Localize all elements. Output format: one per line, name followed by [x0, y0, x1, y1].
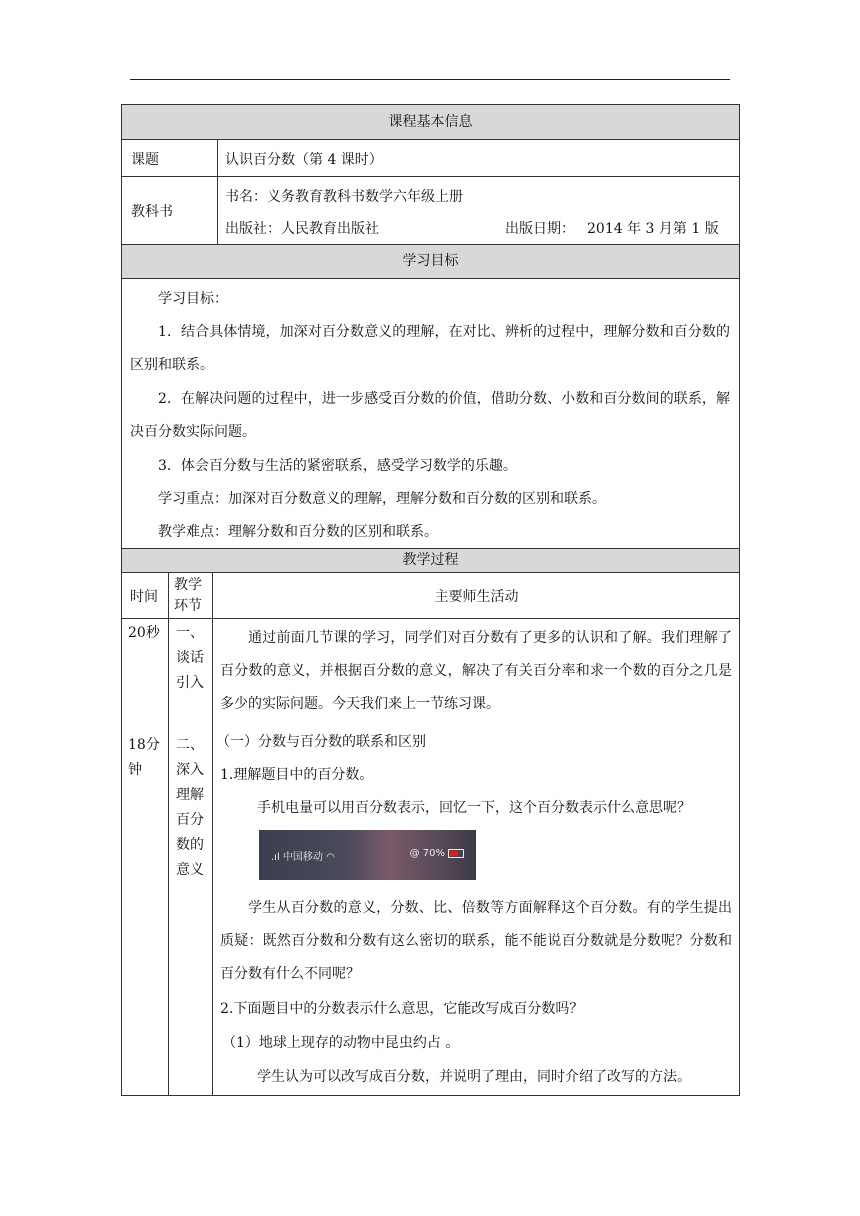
- stage2-time: 18分钟: [128, 737, 160, 778]
- key-point: 学习重点：加深对百分数意义的理解，理解分数和百分数的区别和联系。: [158, 491, 606, 507]
- battery-icon: [448, 849, 464, 858]
- goal-item-2: 2．在解决问题的过程中，进一步感受百分数的价值，借助分数、小数和百分数间的联系，解决百分数实际问题。: [130, 391, 730, 440]
- goal-item-1: 1．结合具体情境，加深对百分数意义的理解，在对比、辨析的过程中，理解分数和百分数的区别和联系。: [130, 324, 730, 373]
- section-header-goals: 学习目标: [122, 245, 739, 278]
- stage2-name: 二、深入理解百分数的意义: [176, 737, 204, 878]
- question-2-1: （1）地球上现存的动物中昆虫约占 。: [222, 1035, 460, 1051]
- goals-intro: 学习目标：: [158, 291, 228, 307]
- stage1-text: 通过前面几节课的学习，同学们对百分数有了更多的认识和了解。我们理解了百分数的意义，并根据百分数的意义，解决了有关百分率和求一个数的百分之几是多少的实际问题。今天我们来上一节练习课。: [220, 630, 732, 712]
- book-name: 书名：义务教育教科书数学六年级上册: [225, 189, 463, 205]
- col-stage: 教学环节: [174, 577, 202, 614]
- goal-item-3: 3．体会百分数与生活的紧密联系，感受学习数学的乐趣。: [158, 458, 517, 474]
- section-header-process: 教学过程: [122, 549, 739, 572]
- publish-date: 2014 年 3 月第 1 版: [587, 221, 719, 237]
- answer-1: 学生从百分数的意义，分数、比、倍数等方面解释这个百分数。有的学生提出质疑：既然百分数和分数有这么密切的联系，能不能说百分数就是分数呢？分数和百分数有什么不同呢？: [220, 900, 732, 982]
- topic-label: 课题: [131, 152, 159, 168]
- header-rule: [130, 79, 730, 80]
- stage1-name: 一、谈话引入: [176, 625, 204, 691]
- question-1: 1.理解题目中的百分数。: [220, 767, 374, 783]
- phone-status-bar-image: [259, 830, 476, 880]
- battery-percent: 70%: [422, 848, 445, 859]
- difficulty: 教学难点：理解分数和百分数的区别和联系。: [158, 524, 438, 540]
- question-2: 2.下面题目中的分数表示什么意思，它能改写成百分数吗？: [220, 1001, 584, 1017]
- textbook-label: 教科书: [131, 204, 173, 220]
- section-header-course-info: 课程基本信息: [122, 105, 739, 139]
- wifi-icon: ◠: [326, 852, 335, 863]
- publisher: 出版社：人民教育出版社: [225, 221, 379, 237]
- subsection-1: （一）分数与百分数的联系和区别: [216, 734, 426, 750]
- topic-value: 认识百分数（第 4 课时）: [225, 152, 383, 168]
- carrier-name: 中国移动: [282, 852, 323, 863]
- question-1-text: 手机电量可以用百分数表示，回忆一下，这个百分数表示什么意思呢？: [257, 800, 691, 816]
- answer-2: 学生认为可以改写成百分数，并说明了理由，同时介绍了改写的方法。: [257, 1069, 691, 1085]
- signal-icon: .ıl 中国移动 ◠: [271, 852, 335, 863]
- col-activity: 主要师生活动: [434, 589, 519, 605]
- publish-date-label: 出版日期：: [505, 221, 575, 237]
- battery-indicator: @ 70%: [410, 848, 464, 859]
- col-time: 时间: [130, 589, 158, 605]
- stage1-time: 20秒: [128, 625, 160, 641]
